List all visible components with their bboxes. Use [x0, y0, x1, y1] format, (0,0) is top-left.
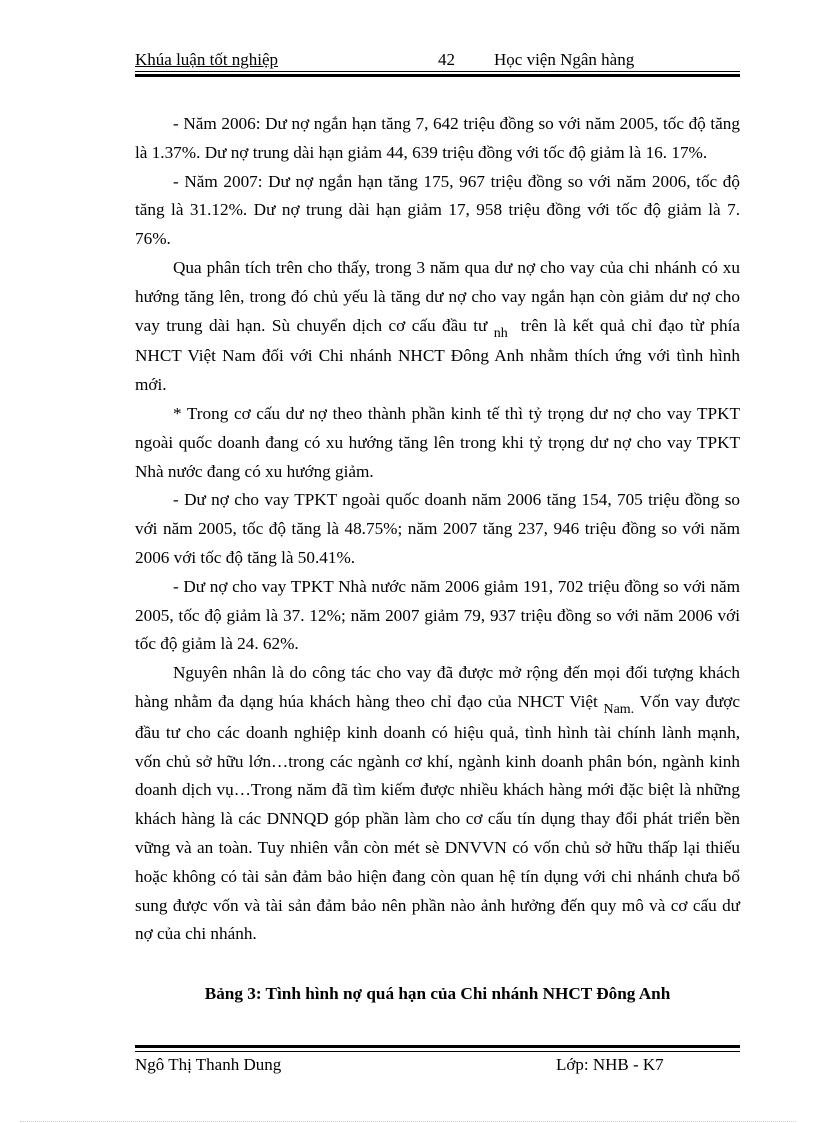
footer-class: Lớp: NHB - K7 — [556, 1055, 664, 1074]
paragraph-analysis-sub: nh — [493, 325, 508, 341]
paragraph-analysis — [135, 254, 740, 400]
page-header — [135, 46, 740, 72]
header-rule-thin — [135, 71, 740, 72]
paragraph-reason — [135, 659, 740, 949]
page-edge-dotted-line — [20, 1121, 796, 1122]
paragraph-reason-a: Nguyên nhân là do công tác cho vay đã được mở rộng đến mọi đối tượng khách hàng nhằm đa dạng húa khách hàng theo chỉ đạo của NHCT Việt — [135, 663, 740, 711]
paragraph-2007: - Năm 2007: Dư nợ ngắn hạn tăng 175, 967 triệu đồng so với năm 2006, tốc độ tăng là 31.12%. Dư nợ trung dài hạn giảm 17, 958 triệu đồng với tốc độ giảm là 7. 76%. — [135, 171, 740, 249]
paragraph-reason-b: Vốn vay được đầu tư cho các doanh nghiệp kinh doanh có hiệu quả, tình hình tài chính lành mạnh, vốn chủ sở hữu lớn…trong các ngành cơ khí, ngành kinh doanh phân bón, ngành kinh doanh dịch vụ…Trong năm đã tìm kiếm được nhiều khách hàng mới đặc biệt là những khách hàng là các DNNQD góp phần làm cho cơ cấu tín dụng thay đổi phát triển bền vững và an toàn. Tuy nhiên vẫn còn mét sè DNVVN có vốn chủ sở hữu thấp lại thiếu hoặc không có tài sản đảm bảo hiện đang còn quan hệ tín dụng với chi nhánh chưa bổ sung được vốn và tài sản đảm bảo nên phần nào ảnh hưởng đến quy mô và cơ cấu dư nợ của chi nhánh. — [135, 691, 741, 944]
paragraph-structure: * Trong cơ cấu dư nợ theo thành phần kinh tế thì tỷ trọng dư nợ cho vay TPKT ngoài quốc doanh đang có xu hướng tăng lên trong khi tỷ trọng dư nợ cho vay TPKT Nhà nước đang có xu hướng giảm. — [135, 403, 740, 481]
header-page-number: 42 — [438, 50, 455, 69]
header-rule-thick — [135, 74, 740, 77]
footer-rule-thin — [135, 1051, 740, 1052]
table-caption: Bảng 3: Tình hình nợ quá hạn của Chi nhánh NHCT Đông Anh — [204, 984, 671, 1003]
footer-author: Ngô Thị Thanh Dung — [135, 1055, 282, 1074]
paragraph-state: - Dư nợ cho vay TPKT Nhà nước năm 2006 giảm 191, 702 triệu đồng so với năm 2005, tốc độ giảm là 37. 12%; năm 2007 giảm 79, 937 triệu đồng so với năm 2006 với tốc độ giảm là 24. 62%. — [135, 576, 740, 654]
paragraph-reason-sub: Nam. — [603, 701, 635, 717]
body-text — [135, 110, 740, 949]
paragraph-non-state: - Dư nợ cho vay TPKT ngoài quốc doanh năm 2006 tăng 154, 705 triệu đồng so với năm 2005, tốc độ tăng là 48.75%; năm 2007 tăng 237, 946 triệu đồng so với năm 2006 với tốc độ tăng là 50.41%. — [135, 490, 740, 567]
paragraph-2006: - Năm 2006: Dư nợ ngắn hạn tăng 7, 642 triệu đồng so với năm 2005, tốc độ tăng là 1.37%. Dư nợ trung dài hạn giảm 44, 639 triệu đồng với tốc độ giảm là 16. 17%. — [135, 114, 740, 162]
paragraph-analysis-a: Qua phân tích trên cho thấy, trong 3 năm qua dư nợ cho vay của chi nhánh có xu hướng tăng lên, trong đó chủ yếu là tăng dư nợ cho vay ngắn hạn còn giảm dư nợ cho vay trung dài hạn. Sù chuyển dịch cơ cấu đầu tư — [135, 257, 740, 335]
footer-rule-thick — [135, 1045, 740, 1048]
paragraph-analysis-b: trên là kết quả chỉ đạo từ phía NHCT Việt Nam đối với Chi nhánh NHCT Đông Anh nhằm thích ứng với tình hình mới. — [135, 315, 741, 395]
header-institution: Học viện Ngân hàng — [494, 50, 635, 69]
header-thesis-title: Khúa luận tốt nghiệp — [135, 50, 279, 69]
